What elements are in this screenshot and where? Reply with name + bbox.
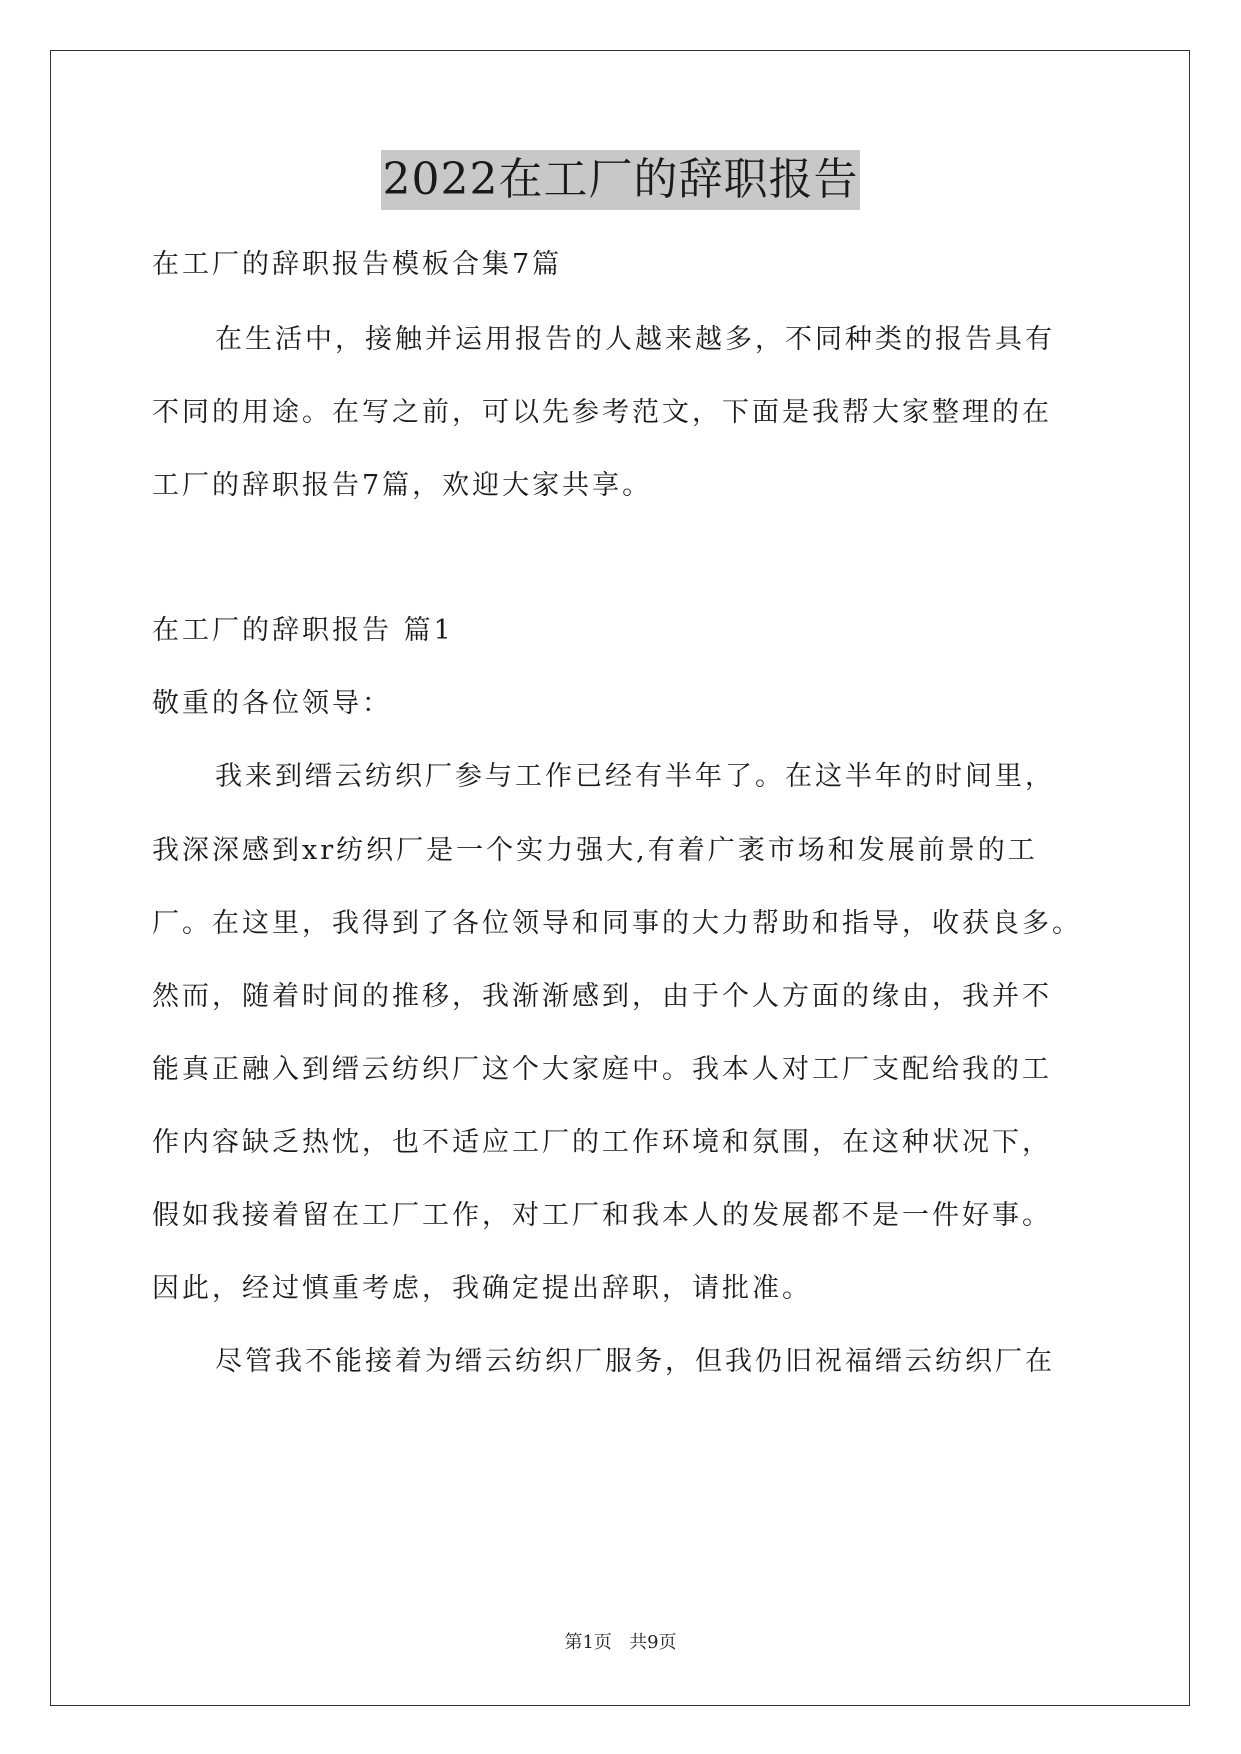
body-line-1: 我来到缙云纺织厂参与工作已经有半年了。在这半年的时间里， [215,761,1055,792]
body-line-7: 假如我接着留在工厂工作，对工厂和我本人的发展都不是一件好事。 [152,1200,1052,1231]
page-border [50,50,1190,1706]
section-heading: 在工厂的辞职报告 篇1 [152,615,454,646]
body-line-4: 然而，随着时间的推移，我渐渐感到，由于个人方面的缘由，我并不 [152,981,1052,1012]
body-line-6: 作内容缺乏热忱，也不适应工厂的工作环境和氛围，在这种状况下， [152,1127,1052,1158]
body-line-8: 因此，经过慎重考虑，我确定提出辞职，请批准。 [152,1273,812,1304]
intro-line-2: 不同的用途。在写之前，可以先参考范文，下面是我帮大家整理的在 [152,397,1052,428]
body-line-5: 能真正融入到缙云纺织厂这个大家庭中。我本人对工厂支配给我的工 [152,1054,1052,1085]
document-subtitle: 在工厂的辞职报告模板合集7篇 [152,249,563,280]
title-container [0,150,1241,210]
intro-line-1: 在生活中，接触并运用报告的人越来越多，不同种类的报告具有 [215,324,1055,355]
page-footer [0,1628,1241,1654]
page-number: 第1页 共9页 [564,1632,677,1653]
body-line-9: 尽管我不能接着为缙云纺织厂服务，但我仍旧祝福缙云纺织厂在 [215,1346,1055,1377]
body-line-2: 我深深感到xr纺织厂是一个实力强大,有着广袤市场和发展前景的工 [152,835,1038,866]
document-title: 2022在工厂的辞职报告 [381,150,861,210]
body-line-3: 厂。在这里，我得到了各位领导和同事的大力帮助和指导，收获良多。 [152,908,1082,939]
intro-line-3: 工厂的辞职报告7篇，欢迎大家共享。 [152,470,653,501]
salutation: 敬重的各位领导： [152,688,392,719]
